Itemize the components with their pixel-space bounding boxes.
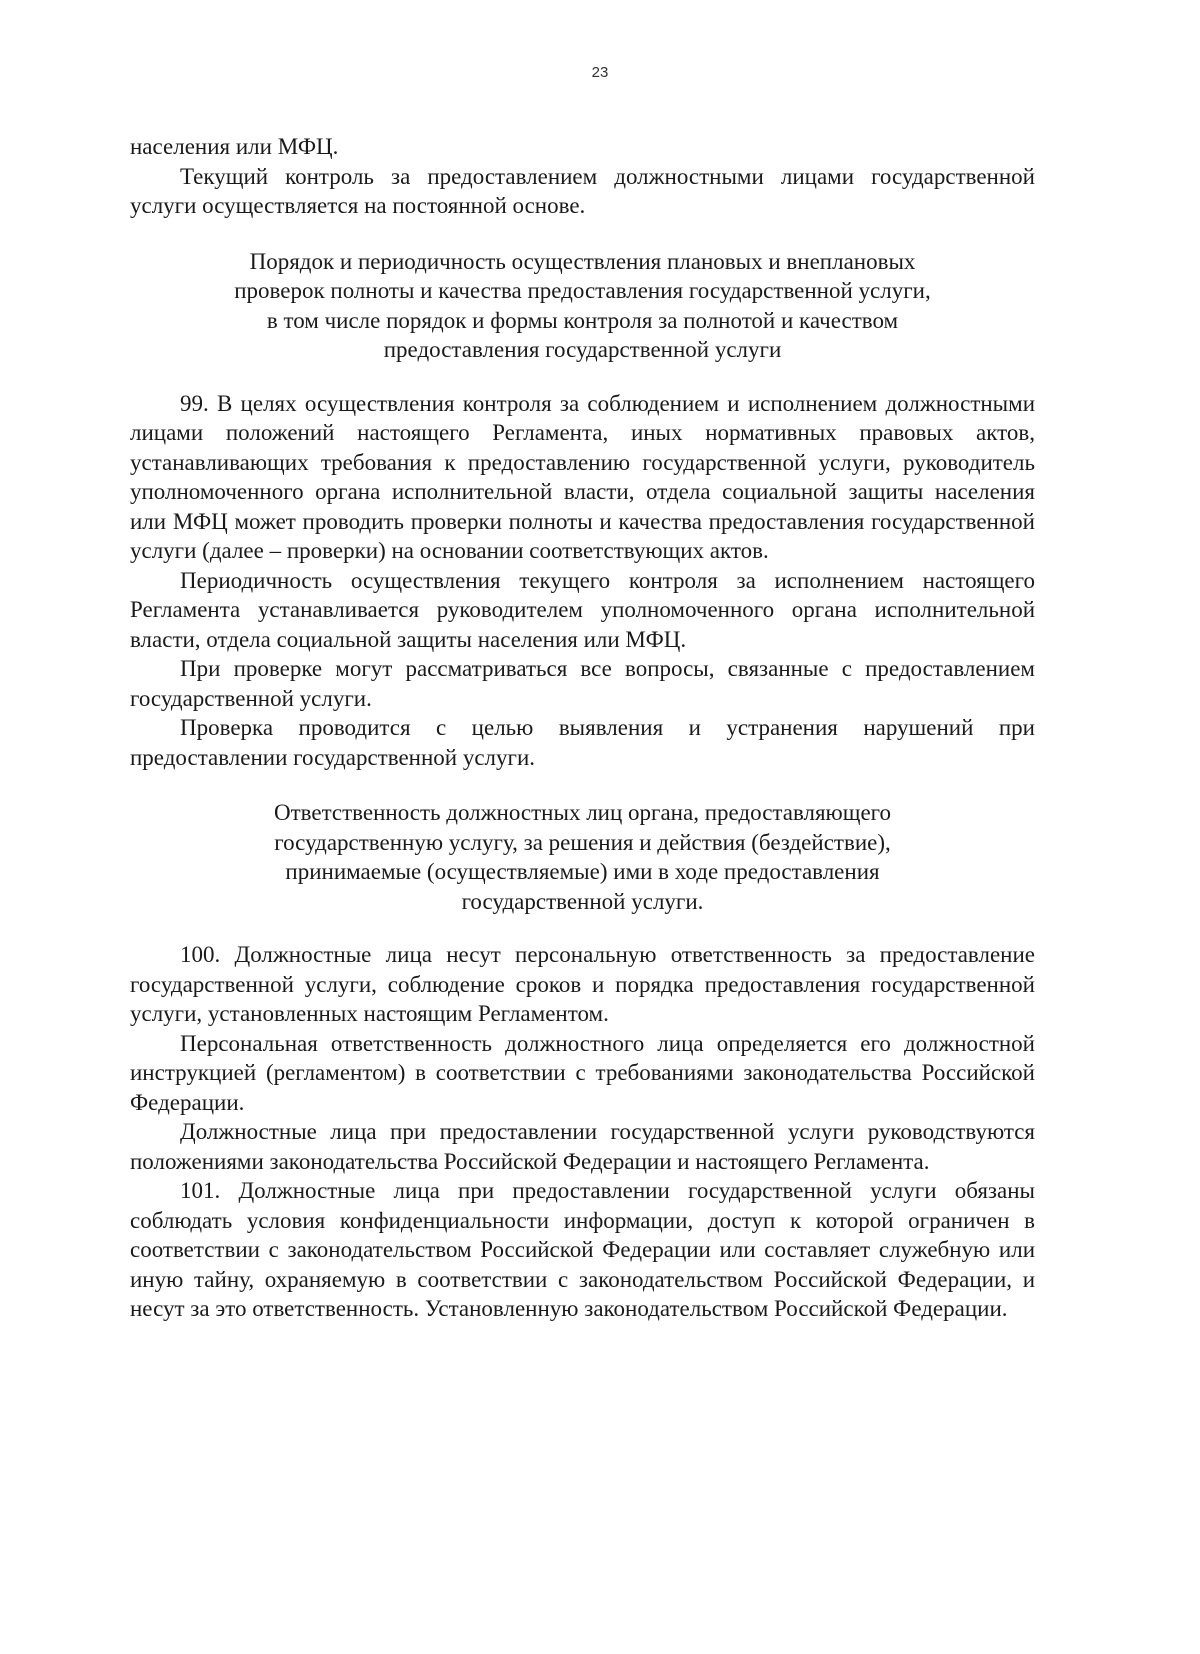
paragraph-99: 99. В целях осуществления контроля за соблюдением и исполнением должностными лицами положений настоящего Регламента, иных нормативных правовых актов, устанавливающих требования к предоставлению государственной услуги, руководитель уполномоченного органа исполнительной власти, отдела социальной защиты населения или МФЦ может проводить проверки полноты и качества предоставления государственной услуги (далее – проверки) на основании соответствующих актов.	[130, 390, 1035, 563]
paragraph-101: 101. Должностные лица при предоставлении государственной услуги обязаны соблюдать условия конфиденциальности информации, доступ к которой ограничен в соответствии с законодательством Российской Федерации или составляет служебную или иную тайну, охраняемую в соответствии с законодательством Российской Федерации, и несут за это ответственность. Установленную законодательством Российской Федерации.	[130, 1178, 1035, 1321]
paragraph-inspection-purpose: Проверка проводится с целью выявления и устранения нарушений при предоставлении государственной услуги.	[130, 715, 1035, 770]
paragraph-continuation: населения или МФЦ.	[130, 134, 339, 159]
section-heading-inspections: Порядок и периодичность осуществления плановых и внеплановых проверок полноты и качества предоставления государственной услуги, в том числе порядок и формы контроля за полнотой и качеством предоставления государственной услуги	[234, 248, 931, 362]
paragraph-personal-responsibility: Персональная ответственность должностного лица определяется его должностной инструкцией (регламентом) в соответствии с требованиями законодательства Российской Федерации.	[130, 1030, 1035, 1115]
spacer	[130, 772, 1035, 798]
paragraph-current-control: Текущий контроль за предоставлением должностными лицами государственной услуги осуществляется на постоянной основе.	[130, 163, 1035, 218]
paragraph-100: 100. Должностные лица несут персональную ответственность за предоставление государственной услуги, соблюдение сроков и порядка предоставления государственной услуги, установленных настоящим Регламентом.	[130, 942, 1035, 1026]
document-body	[130, 132, 1035, 1324]
paragraph-inspection-scope: При проверке могут рассматриваться все вопросы, связанные с предоставлением государственной услуги.	[130, 656, 1035, 711]
page-number: 23	[591, 64, 609, 81]
paragraph-periodicity: Периодичность осуществления текущего контроля за исполнением настоящего Регламента устанавливается руководителем уполномоченного органа исполнительной власти, отдела социальной защиты населения или МФЦ.	[130, 567, 1035, 652]
spacer	[130, 221, 1035, 247]
paragraph-guided-by-law: Должностные лица при предоставлении государственной услуги руководствуются положениями законодательства Российской Федерации и настоящего Регламента.	[130, 1119, 1035, 1174]
spacer	[130, 365, 1035, 389]
spacer	[130, 916, 1035, 940]
section-heading-responsibility: Ответственность должностных лиц органа, предоставляющего государственную услугу, за решения и действия (бездействие), принимаемые (осуществляемые) ими в ходе предоставления государственной услуги.	[273, 800, 892, 914]
